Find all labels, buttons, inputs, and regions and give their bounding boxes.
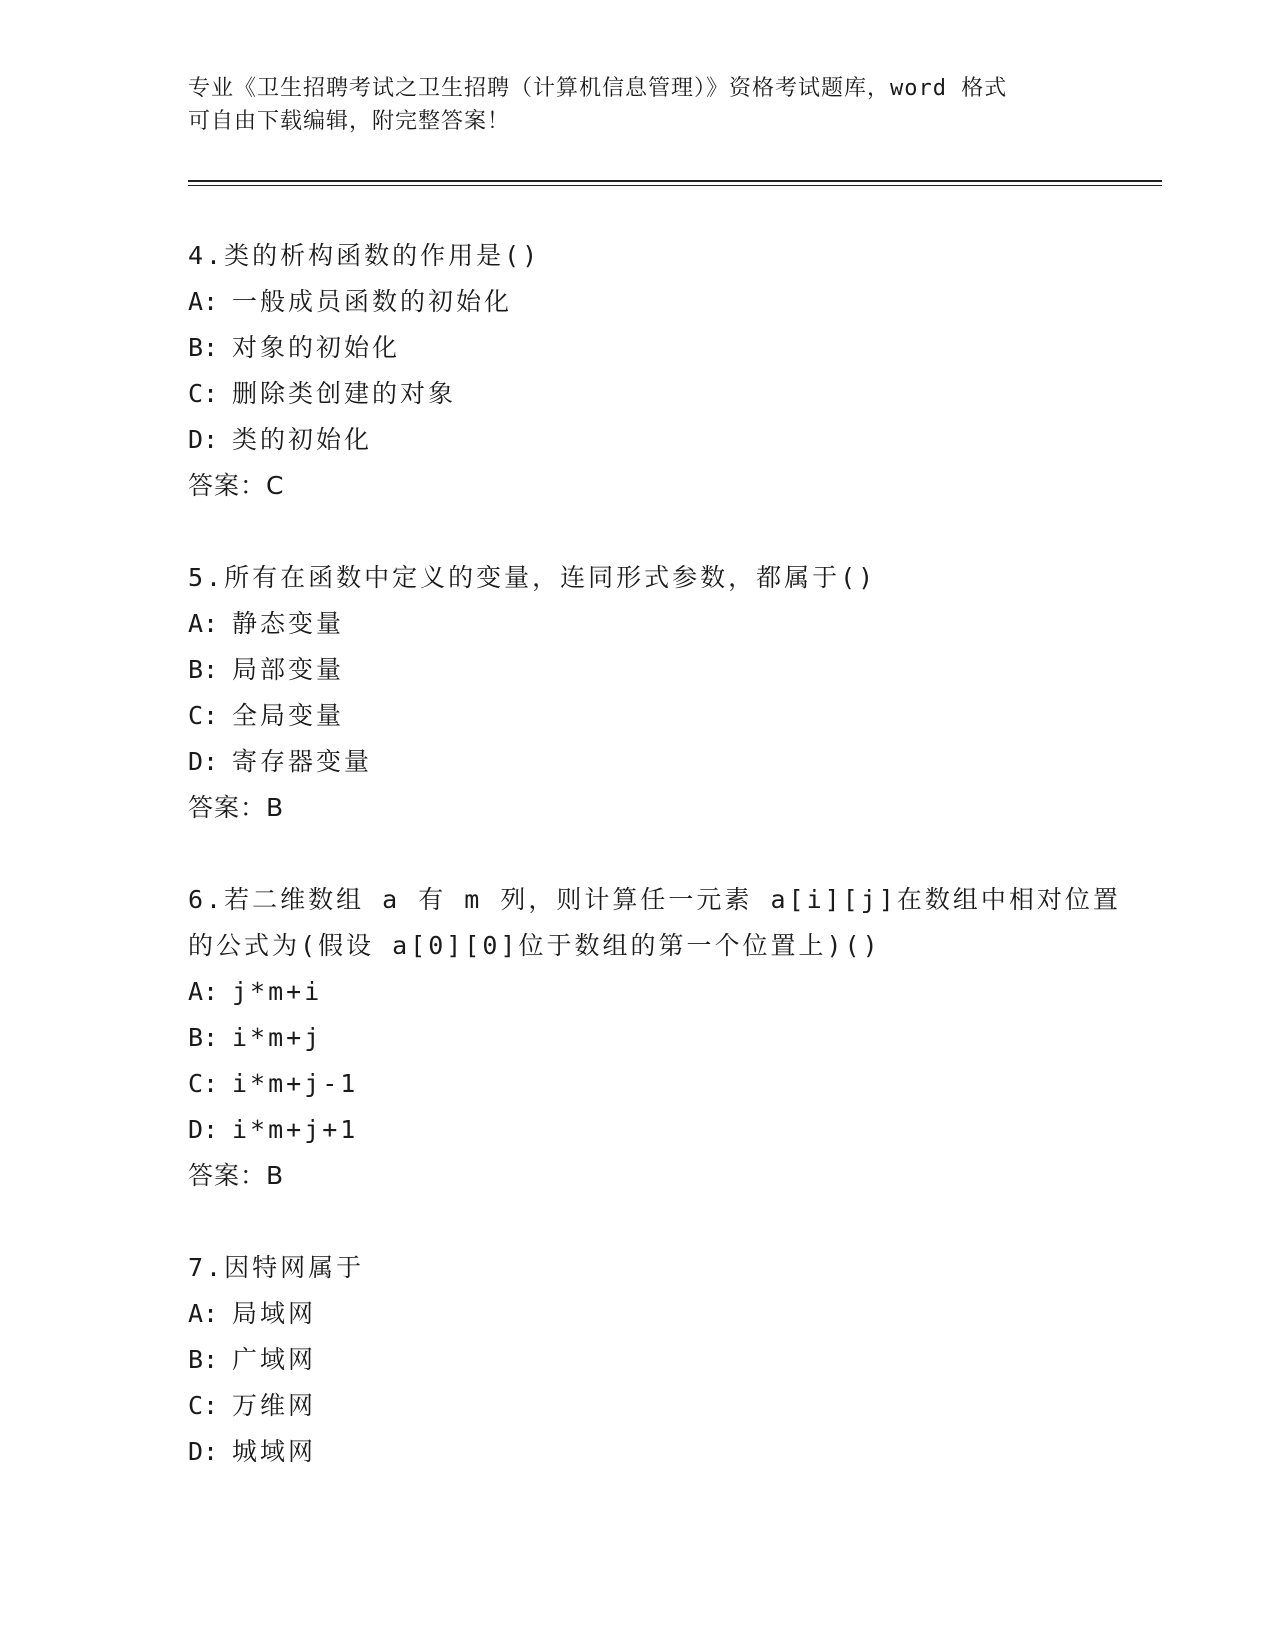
- option-letter: D:: [188, 425, 219, 454]
- answer-text: 答案：B: [188, 793, 285, 822]
- option-text: 局部变量: [232, 655, 345, 684]
- option-a: [188, 601, 1148, 647]
- option-text: 一般成员函数的初始化: [232, 287, 513, 316]
- option-text: i*m+j: [232, 1023, 323, 1052]
- question-text: 4.类的析构函数的作用是(): [188, 241, 541, 270]
- header-divider: [188, 180, 1162, 186]
- answer-text: 答案：B: [188, 1161, 285, 1190]
- option-text: 静态变量: [232, 609, 345, 638]
- option-letter: A:: [188, 977, 219, 1006]
- option-letter: B:: [188, 655, 219, 684]
- option-c: [188, 1383, 1148, 1429]
- option-text: 全局变量: [232, 701, 345, 730]
- option-d: [188, 417, 1148, 463]
- option-b: [188, 1015, 1148, 1061]
- option-text: 类的初始化: [232, 425, 373, 454]
- option-letter: A:: [188, 1299, 219, 1328]
- option-letter: A:: [188, 609, 219, 638]
- option-text: 删除类创建的对象: [232, 379, 457, 408]
- option-letter: B:: [188, 1345, 219, 1374]
- option-b: [188, 1337, 1148, 1383]
- option-letter: D:: [188, 1437, 219, 1466]
- option-c: [188, 1061, 1148, 1107]
- option-text: 万维网: [232, 1391, 317, 1420]
- question-text: 6.若二维数组 a 有 m 列，则计算任一元素 a[i][j]在数组中相对位置的公式为(假设 a[0][0]位于数组的第一个位置上)(): [188, 885, 1121, 960]
- option-text: j*m+i: [232, 977, 323, 1006]
- option-letter: D:: [188, 1115, 219, 1144]
- option-d: [188, 1107, 1148, 1153]
- option-text: 广域网: [232, 1345, 317, 1374]
- option-text: 寄存器变量: [232, 747, 373, 776]
- option-b: [188, 325, 1148, 371]
- question-7: [188, 1245, 1148, 1475]
- question-6: [188, 877, 1148, 1199]
- question-list: [188, 233, 1148, 1521]
- option-text: i*m+j-1: [232, 1069, 359, 1098]
- option-c: [188, 371, 1148, 417]
- option-d: [188, 1429, 1148, 1475]
- header-title-line-1: 专业《卫生招聘考试之卫生招聘（计算机信息管理）》资格考试题库，word 格式: [188, 76, 1008, 101]
- option-a: [188, 969, 1148, 1015]
- answer-text: 答案：C: [188, 471, 285, 500]
- header-title-line-2: 可自由下载编辑，附完整答案！: [188, 109, 511, 134]
- question-5: [188, 555, 1148, 831]
- option-text: 局域网: [232, 1299, 317, 1328]
- option-d: [188, 739, 1148, 785]
- option-letter: D:: [188, 747, 219, 776]
- option-letter: B:: [188, 333, 219, 362]
- option-letter: A:: [188, 287, 219, 316]
- option-letter: C:: [188, 379, 219, 408]
- option-b: [188, 647, 1148, 693]
- option-a: [188, 1291, 1148, 1337]
- question-text: 7.因特网属于: [188, 1253, 365, 1282]
- question-text: 5.所有在函数中定义的变量，连同形式参数，都属于(): [188, 563, 877, 592]
- document-header: [188, 72, 1088, 138]
- option-a: [188, 279, 1148, 325]
- option-letter: B:: [188, 1023, 219, 1052]
- option-letter: C:: [188, 1069, 219, 1098]
- option-text: i*m+j+1: [232, 1115, 359, 1144]
- option-c: [188, 693, 1148, 739]
- question-4: [188, 233, 1148, 509]
- option-text: 城域网: [232, 1437, 317, 1466]
- option-text: 对象的初始化: [232, 333, 401, 362]
- option-letter: C:: [188, 701, 219, 730]
- option-letter: C:: [188, 1391, 219, 1420]
